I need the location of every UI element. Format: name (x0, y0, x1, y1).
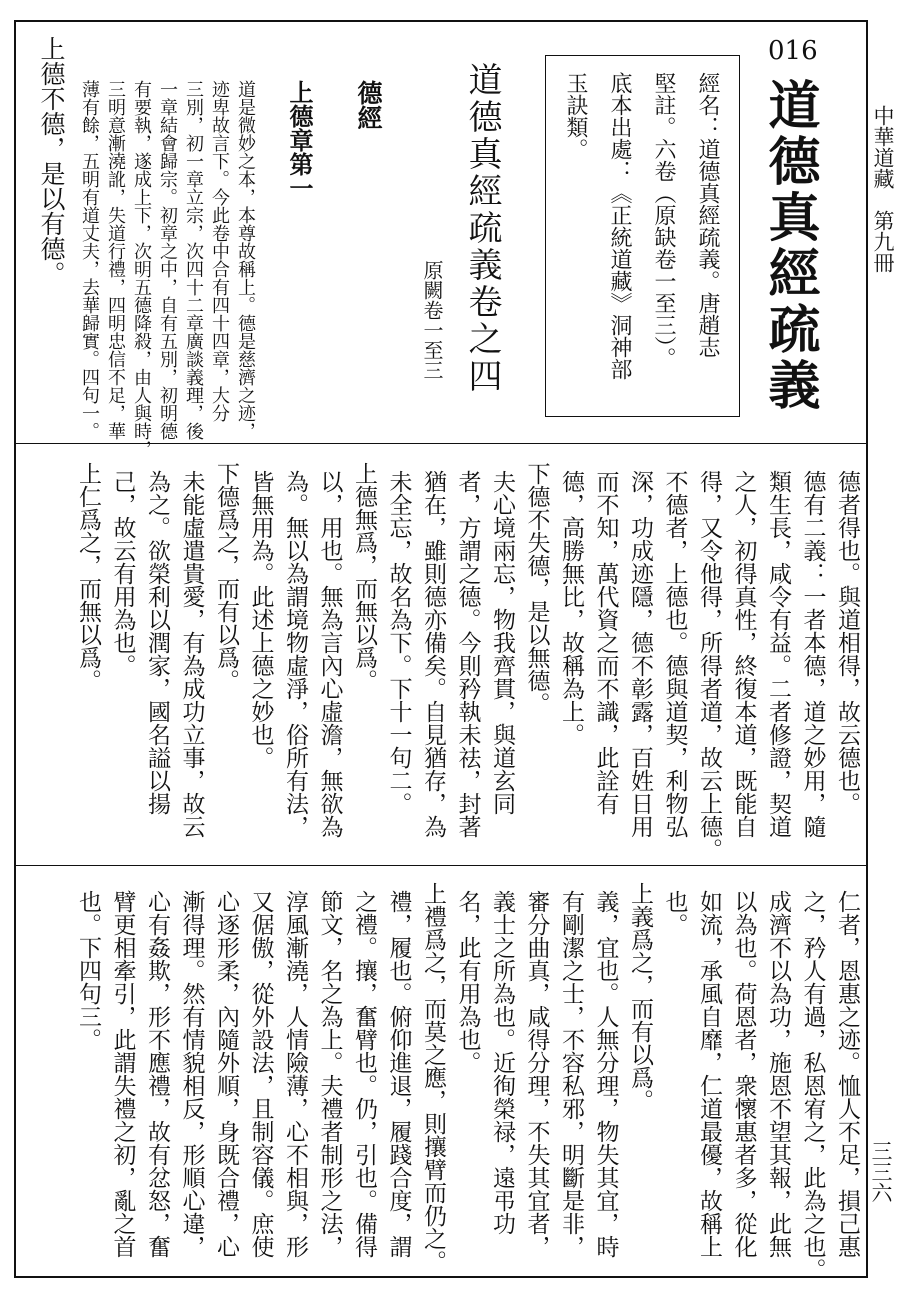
commentary-line: 漸得理。然有情貌相反，形順心違， (178, 890, 205, 1258)
commentary-line: 也。下四句三。 (75, 890, 101, 1051)
commentary-line: 心逐形柔，內隨外順，身既合禮，心 (213, 890, 239, 1258)
main-text: 上仁爲之，而無以爲。 (75, 462, 101, 692)
intro-line: 薄有餘，五明有道丈夫，去華歸實。四句一。 (79, 80, 100, 440)
commentary-line: 猶在，雖則德亦備矣。自見猶存，為 (420, 470, 446, 838)
info-line: 底本出處：《正統道藏》洞神部 (607, 72, 632, 380)
commentary-line: 之人，初得真性，終復本道，既能自 (730, 470, 757, 838)
intro-line: 迹卑故言下。今此卷中合有四十四章，大分 (209, 80, 230, 422)
commentary-line: 己，故云有用為也。 (109, 470, 136, 677)
chapter-title: 上德章第一 (285, 80, 314, 200)
main-text: 上義爲之，而有以爲。 (627, 882, 653, 1112)
commentary-line: 心有姦欺，形不應禮，故有忿怒，奮 (144, 890, 170, 1258)
commentary-line: 成濟不以為功，施恩不望其報，此無 (765, 890, 791, 1258)
commentary-line: 禮，履也。俯仰進退，履踐合度，謂 (385, 890, 412, 1258)
commentary-line: 節文，名之為上。夫禮者制形之法， (316, 890, 343, 1258)
page-number: 三三六 (869, 1140, 893, 1203)
commentary-line: 不德者，上德也。德與道契，利物弘 (661, 470, 688, 838)
commentary-line: 義，宜也。人無分理，物失其宜，時 (592, 890, 619, 1258)
commentary-line: 未能虛遣貴愛，有為成功立事，故云 (178, 470, 205, 838)
main-text: 上德不德，是以有德。 (37, 36, 66, 286)
info-line: 堅註。六卷（原缺卷一至三）。 (651, 72, 676, 369)
commentary-line: 審分曲真，咸得分理，不失其宜者， (523, 890, 550, 1258)
commentary-line: 淳風漸澆，人情險薄，心不相與，形 (282, 890, 308, 1258)
entry-number: 016 (768, 36, 818, 66)
commentary-line: 德者得也。與道相得，故云德也。 (834, 470, 860, 815)
commentary-line: 之禮。攘，奮臂也。仍，引也。備得 (351, 890, 377, 1258)
main-text: 下德不失德，是以無德。 (523, 462, 550, 715)
commentary-line: 仁者，恩惠之迹。恤人不足，損己惠 (834, 890, 860, 1258)
intro-line: 一章結會歸宗。初章之中，自有五別，初明德 (157, 80, 178, 440)
juan-title: 道德真經疏義卷之四 (462, 62, 502, 395)
intro-line: 三別，初一章立宗，次四十二章廣談義理，後 (183, 80, 204, 440)
main-text: 下德爲之，而有以爲。 (213, 462, 239, 692)
commentary-line: 德，高勝無比，故稱為上。 (558, 470, 584, 746)
commentary-line: 名，此有用為也。 (454, 890, 481, 1074)
intro-line: 三明意漸澆訛，失道行禮，四明忠信不足，華 (105, 80, 126, 440)
commentary-line: 夫心境兩忘，物我齊貫，與道玄同 (489, 470, 515, 815)
commentary-line: 臂更相牽引，此謂失禮之初，亂之首 (109, 890, 136, 1258)
commentary-line: 義士之所為也。近徇榮禄，遠弔功 (489, 890, 515, 1235)
intro-line: 有要執，遂成上下，次明五德降殺，由人與時， (131, 80, 152, 458)
book-title: 道德真經疏義 (759, 78, 820, 414)
commentary-line: 而不知，萬代資之而不識，此詮有 (592, 470, 619, 815)
commentary-line: 深，功成迹隱，德不彰露，百姓日用 (627, 470, 653, 838)
commentary-line: 又倨傲，從外設法，且制容儀。庶使 (247, 890, 274, 1258)
commentary-line: 為。無以為謂境物虛淨，俗所有法， (282, 470, 308, 838)
intro-line: 道是微妙之本，本尊故稱上。德是慈濟之迹， (235, 80, 256, 440)
commentary-line: 之，矜人有過，私恩宥之，此為之也。 (799, 890, 826, 1281)
side-header: 中華道藏 第九冊 (871, 105, 895, 273)
main-text: 上德無爲，而無以爲。 (351, 462, 377, 692)
juan-note: 原闕卷一至三 (420, 260, 444, 380)
commentary-line: 也。 (661, 890, 688, 936)
commentary-line: 有剛潔之士，不容私邪，明斷是非， (558, 890, 584, 1258)
commentary-line: 未全忘，故名為下。下十一句二。 (385, 470, 412, 815)
commentary-line: 皆無用為。此述上德之妙也。 (247, 470, 274, 769)
section-title: 德經 (354, 80, 383, 130)
commentary-line: 以，用也。無為言內心虛澹，無欲為 (316, 470, 343, 838)
commentary-line: 如流，承風自靡，仁道最優，故稱上 (696, 890, 722, 1258)
main-text: 上禮爲之，而莫之應，則攘臂而仍之。 (420, 882, 446, 1273)
commentary-line: 者，方謂之德。今則矜執未祛，封著 (454, 470, 481, 838)
commentary-line: 為之。欲榮利以潤家，國名謚以揚 (144, 470, 170, 815)
divider-bottom (14, 865, 868, 866)
commentary-line: 德有二義：一者本德，道之妙用，隨 (799, 470, 826, 838)
commentary-line: 以為也。荷恩者，衆懷惠者多，從化 (730, 890, 757, 1258)
info-line: 玉訣類。 (563, 72, 588, 160)
info-box (545, 55, 740, 417)
commentary-line: 類生長，咸令有益。二者修證，契道 (765, 470, 791, 838)
commentary-line: 得，又令他得，所得者道，故云上德。 (696, 470, 722, 861)
info-line: 經名：道德真經疏義。唐趙志 (695, 72, 720, 358)
